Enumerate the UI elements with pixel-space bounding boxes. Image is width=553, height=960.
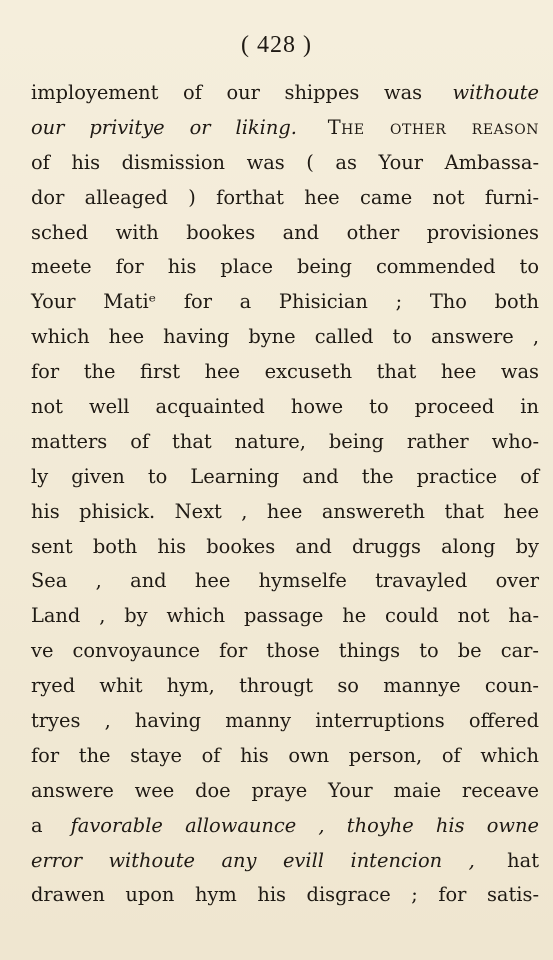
text-line (31, 425, 539, 460)
text-line (31, 250, 539, 285)
text-segment: sent both his bookes and druggs along by (31, 534, 539, 558)
text-segment: Land , by which passage he could not ha- (31, 604, 539, 628)
text-segment: his phisick. Next , hee answereth that hee (31, 499, 539, 523)
text-line (31, 878, 539, 913)
text-line (31, 355, 539, 390)
text-segment: a (31, 813, 43, 837)
text-line (31, 844, 539, 879)
text-segment: ly given to Learning and the practice of (31, 464, 539, 488)
text-line (31, 599, 539, 634)
text-segment: dor alleaged ) forthat hee came not furni- (31, 185, 539, 209)
text-segment: Your Matiᵉ for a Phisician ; Tho both (31, 290, 539, 314)
body-text (31, 76, 539, 913)
text-line (31, 739, 539, 774)
text-line (31, 634, 539, 669)
page-number: ( 428 ) (241, 32, 312, 58)
text-line (31, 809, 539, 844)
text-line (31, 669, 539, 704)
italic-text: our privitye or liking. (31, 115, 297, 139)
text-segment: answere wee doe praye Your maie receave (31, 778, 539, 802)
text-line (31, 530, 539, 565)
text-segment: tryes , having manny interruptions offered (31, 709, 539, 733)
text-line (31, 76, 539, 111)
text-line (31, 111, 539, 146)
text-line (31, 181, 539, 216)
text-segment: hat (507, 848, 539, 872)
italic-text: withoute (452, 81, 539, 104)
text-line (31, 495, 539, 530)
text-segment: matters of that nature, being rather who- (31, 429, 539, 453)
text-segment: for the staye of his own person, of which (31, 743, 539, 767)
text-line (31, 320, 539, 355)
text-segment: ryed whit hym, througt so mannye coun- (31, 674, 539, 698)
text-line (31, 704, 539, 739)
italic-text: error withoute any evill intencion , (31, 848, 475, 872)
text-segment: sched with bookes and other provisiones (31, 220, 539, 244)
text-segment: imployement of our shippes was (31, 81, 423, 104)
text-segment: drawen upon hym his disgrace ; for satis- (31, 883, 539, 907)
text-segment: of his dismission was ( as Your Ambassa- (31, 150, 539, 174)
text-line (31, 390, 539, 425)
small-caps-text: The other reason (327, 115, 539, 139)
text-segment: for the first hee excuseth that hee was (31, 360, 539, 384)
text-segment: ve convoyaunce for those things to be car- (31, 639, 539, 663)
text-line (31, 285, 539, 320)
text-segment: Sea , and hee hymselfe travayled over (31, 569, 539, 593)
text-line (31, 564, 539, 599)
italic-text: favorable allowaunce , thoyhe his owne (70, 813, 539, 837)
text-segment: which hee having byne called to answere , (31, 325, 539, 349)
text-line (31, 460, 539, 495)
text-line (31, 774, 539, 809)
text-line (31, 216, 539, 251)
text-segment: not well acquainted howe to proceed in (31, 395, 539, 419)
text-segment: meete for his place being commended to (31, 255, 539, 279)
text-line (31, 146, 539, 181)
